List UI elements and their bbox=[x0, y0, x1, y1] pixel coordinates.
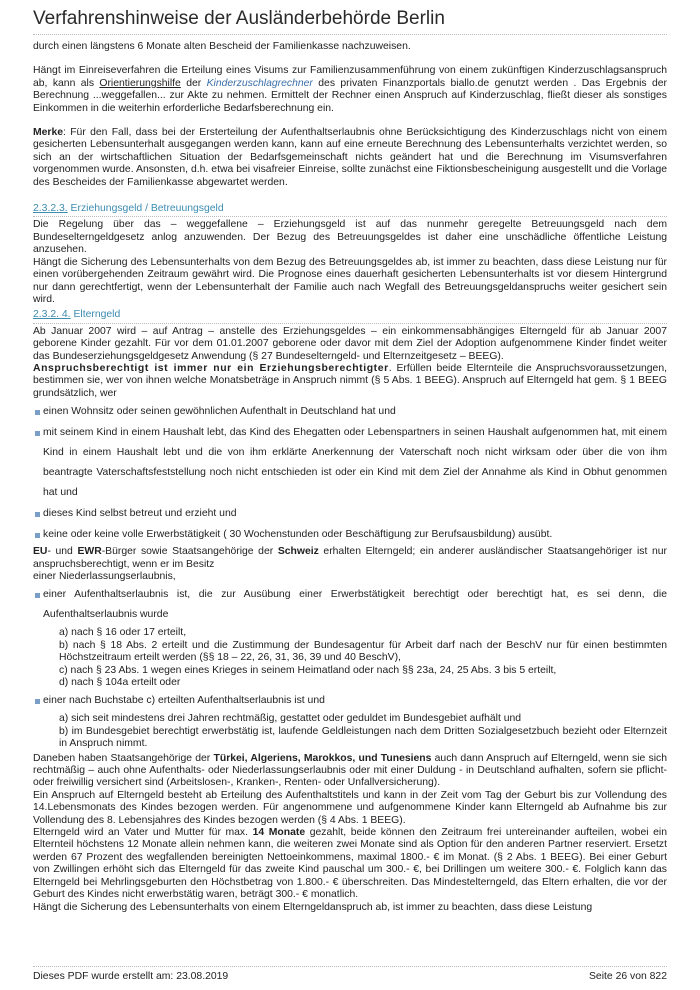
sub-list-item: a) sich seit mindestens drei Jahren rechtmäßig, gestattet oder geduldet im Bundesgebiet aufhält und bbox=[59, 713, 522, 725]
list-item: keine oder keine volle Erwerbstätigkeit ( 30 Wochenstunden oder Beschäftigung zur Berufsausbildung) ausübt. bbox=[33, 525, 667, 545]
orientierungshilfe-link[interactable]: Orientierungshilfe bbox=[99, 77, 181, 89]
paragraph: Hängt im Einreiseverfahren die Erteilung eines Visums zur Familienzusammenführung von einem zukünftigen Kinderzuschlagsanspruch ab, kann als Orientierungshilfe der Kinderzuschlagrechner des privaten Finanzportals biallo.de genutzt werden . Das Ergebnis der Berechnung ...weggefallen... zur Akte zu nehmen. Ermittelt der Rechner einen Anspruch auf Kinderzuschlag, fließt dieser als sonstiges Einkommen in die weiterhin erforderliche Bedarfsberechnung ein. bbox=[33, 65, 667, 114]
section-number[interactable]: 2.3.2. 4. bbox=[33, 309, 71, 321]
sub-list-item: b) nach § 18 Abs. 2 erteilt und die Zustimmung der Bundesagentur für Arbeit darf nach der BeschV nur für einen bestimmten Höchstzeitraum erteilt werden (§§ 18 – 22, 26, 31, 36, 39 und 40 BeschV), bbox=[59, 639, 667, 664]
sub-list-item: a) nach § 16 oder 17 erteilt, bbox=[59, 627, 187, 639]
bullet-list-permits bbox=[33, 585, 667, 625]
paragraph: Hängt die Sicherung des Lebensunterhalts von dem Bezug des Betreuungsgeldes ab, ist immer zu beachten, dass diese Leistung nur für einen vorübergehenden Zeitraum gewährt wird. Die Prognose eines dauerhaft gesicherten Lebensunterhalts ist vor diesem Hintergrund nur dann gerechtfertigt, wenn der Lebensunterhalt der Familie auch nach Wegfall des Betreuungsgeldanspruchs weiter gesichert sein wird. bbox=[33, 256, 667, 305]
document-body bbox=[33, 41, 667, 914]
paragraph: Daneben haben Staatsangehörige der Türkei, Algeriens, Marokkos, und Tunesiens auch dann Anspruch auf Elterngeld, wenn sie sich rechtmäßig – auch ohne Aufenthalts- oder Niederlassungserlaubnis oder mit einer Duldung - in Deutschland aufhalten, sofern sie pflicht- oder freiwillig versichert sind (Arbeitslosen-, Kranken-, Renten- oder Unfallversicherung). bbox=[33, 752, 667, 789]
list-item: einen Wohnsitz oder seinen gewöhnlichen Aufenthalt in Deutschland hat und bbox=[33, 402, 667, 422]
paragraph: Ab Januar 2007 wird – auf Antrag – anstelle des Erziehungsgeldes – ein einkommensabhängiges Elterngeld für ab Januar 2007 geborene Kinder gezahlt. Für vor dem 01.01.2007 geborene oder davor mit dem Ziel der Adoption aufgenommene Kinder findet weiter das Bundeserziehungsgeldgesetz Anwendung (§ 27 Bundeselterngeld- und Elternzeitgesetz – BEEG). bbox=[33, 325, 667, 362]
section-title: Elterngeld bbox=[70, 309, 121, 321]
list-item: dieses Kind selbst betreut und erzieht und bbox=[33, 504, 667, 524]
page-number: Seite 26 von 822 bbox=[589, 971, 667, 982]
sub-list-item: c) nach § 23 Abs. 1 wegen eines Krieges in seinem Heimatland oder nach §§ 23a, 24, 25 Abs. 3 bis 5 erteilt, bbox=[59, 664, 557, 676]
page-title: Verfahrenshinweise der Ausländerbehörde Berlin bbox=[33, 8, 445, 29]
square-bullet-icon bbox=[35, 410, 40, 415]
list-item: einer nach Buchstabe c) erteilten Aufenthaltserlaubnis ist und bbox=[33, 691, 667, 711]
sub-list-item: d) nach § 104a erteilt oder bbox=[59, 677, 181, 688]
merke-paragraph: Merke: Für den Fall, dass bei der Ersterteilung der Aufenthaltserlaubnis ohne Berücksichtigung des Kinderzuschlags nicht von einem gesicherten Lebensunterhalt ausgegangen werden kann, kann auf eine erneute Berechnung des Lebensunterhalts verzichtet werden, so sich an der wirtschaftlichen Situation der Bedarfsgemeinschaft nichts geändert hat und die Berechnung im Visumsverfahren vorgenommen wurde. Ansonsten, d.h. etwa bei visafreier Einreise, sollte zunächst eine Fiktionsbescheinigung ausgestellt und die Vorlage des Bescheides der Familienkasse abgewartet werden. bbox=[33, 127, 667, 188]
square-bullet-icon bbox=[35, 512, 40, 517]
list-item: einer Aufenthaltserlaubnis ist, die zur Ausübung einer Erwerbstätigkeit berechtigt oder berechtigt hat, es sei denn, die Aufenthaltserlaubnis wurde bbox=[33, 585, 667, 625]
sub-list-item: b) im Bundesgebiet berechtigt erwerbstätig ist, laufende Geldleistungen nach dem Dritten Sozialgesetzbuch bezieht oder Elternzeit in Anspruch nimmt. bbox=[59, 725, 667, 750]
sub-list bbox=[59, 713, 667, 750]
kinderzuschlagrechner-link[interactable]: Kinderzuschlagrechner bbox=[206, 77, 313, 89]
square-bullet-icon bbox=[35, 593, 40, 598]
bullet-list-requirements bbox=[33, 402, 667, 545]
pdf-created-date: Dieses PDF wurde erstellt am: 23.08.2019 bbox=[33, 971, 229, 982]
paragraph: einer Niederlassungserlaubnis, bbox=[33, 570, 176, 582]
paragraph: durch einen längstens 6 Monate alten Bescheid der Familienkasse nachzuweisen. bbox=[33, 41, 411, 52]
section-heading-erziehungsgeld[interactable] bbox=[33, 203, 667, 217]
paragraph: Hängt die Sicherung des Lebensunterhalts von einem Elterngeldanspruch ab, ist immer zu beachten, dass diese Leistung bbox=[33, 901, 593, 913]
paragraph: Elterngeld wird an Vater und Mutter für max. 14 Monate gezahlt, beide können den Zeitraum frei untereinander aufteilen, wobei ein Elternteil höchstens 12 Monate allein nehmen kann, die weiteren zwei Monate sind als Option für den anderen Partner reserviert. Ersetzt werden 67 Prozent des wegfallenden bereinigten Nettoeinkommens, maximal 1800.- € im Monat. (§ 2 Abs. 1 BEEG). Bei einer Geburt von Zwillingen erhöht sich das Elterngeld für das zweite Kind pauschal um 300.- €, bei Drillingen um weitere 300.- €. Folglich kann das Elterngeld bei Mehrlingsgeburten den Höchstbetrag von 1.800.- € überschreiten. Das Mindestelterngeld, das Eltern erhalten, die vor der Geburt des Kindes nicht erwerbstätig waren, beträgt 300.- € monatlich. bbox=[33, 827, 667, 901]
section-heading-elterngeld[interactable] bbox=[33, 309, 667, 323]
paragraph: Die Regelung über das – weggefallene – Erziehungsgeld ist auf das nunmehr geregelte Betreuungsgeld nach dem Bundeselterngeldgesetz anlog anzuwenden. Der Bezug des Betreuungsgeldes ist daher eine unschädliche öffentliche Leistung anzusehen. bbox=[33, 219, 667, 256]
square-bullet-icon bbox=[35, 699, 40, 704]
square-bullet-icon bbox=[35, 533, 40, 538]
paragraph: Anspruchsberechtigt ist immer nur ein Erziehungsberechtigter. Erfüllen beide Elternteile die Anspruchsvoraussetzungen, bestimmen sie, wer von ihnen welche Monatsbeträge in Anspruch nimmt (§ 5 Abs. 1 BEEG). Anspruch auf Elterngeld hat gem. § 1 BEEG grundsätzlich, wer bbox=[33, 362, 667, 399]
paragraph: Ein Anspruch auf Elterngeld besteht ab Erteilung des Aufenthaltstitels und kann in der Zeit vom Tag der Geburt bis zur Vollendung des 14.Lebensmonats des Kindes bezogen werden. Für angenommene und aufgenommene Kinder kann Elterngeld ab Aufnahme bis zur Vollendung des 8. Lebensjahres des Kindes bezogen werden (§ 4 Abs. 1 BEEG). bbox=[33, 789, 667, 826]
section-title: Erziehungsgeld / Betreuungsgeld bbox=[67, 203, 224, 215]
page-footer bbox=[33, 966, 667, 982]
square-bullet-icon bbox=[35, 431, 40, 436]
page-header bbox=[33, 8, 667, 35]
paragraph: EU- und EWR-Bürger sowie Staatsangehörige der Schweiz erhalten Elterngeld; ein anderer ausländischer Staatsangehöriger ist nur anspruchsberechtigt, wenn er im Besitz bbox=[33, 546, 667, 570]
sub-list bbox=[59, 627, 667, 689]
section-number[interactable]: 2.3.2.3. bbox=[33, 203, 68, 215]
bullet-list-permits-2 bbox=[33, 691, 667, 711]
list-item: mit seinem Kind in einem Haushalt lebt, das Kind des Ehegatten oder Lebenspartners in seinen Haushalt aufgenommen hat, mit einem Kind in einem Haushalt lebt und die von ihm erklärte Anerkennung der Vaterschaft noch nicht wirksam oder über die von ihm beantragte Vaterschaftsfeststellung noch nicht entschieden ist oder ein Kind mit dem Ziel der Annahme als Kind in Obhut genommen hat und bbox=[33, 423, 667, 503]
